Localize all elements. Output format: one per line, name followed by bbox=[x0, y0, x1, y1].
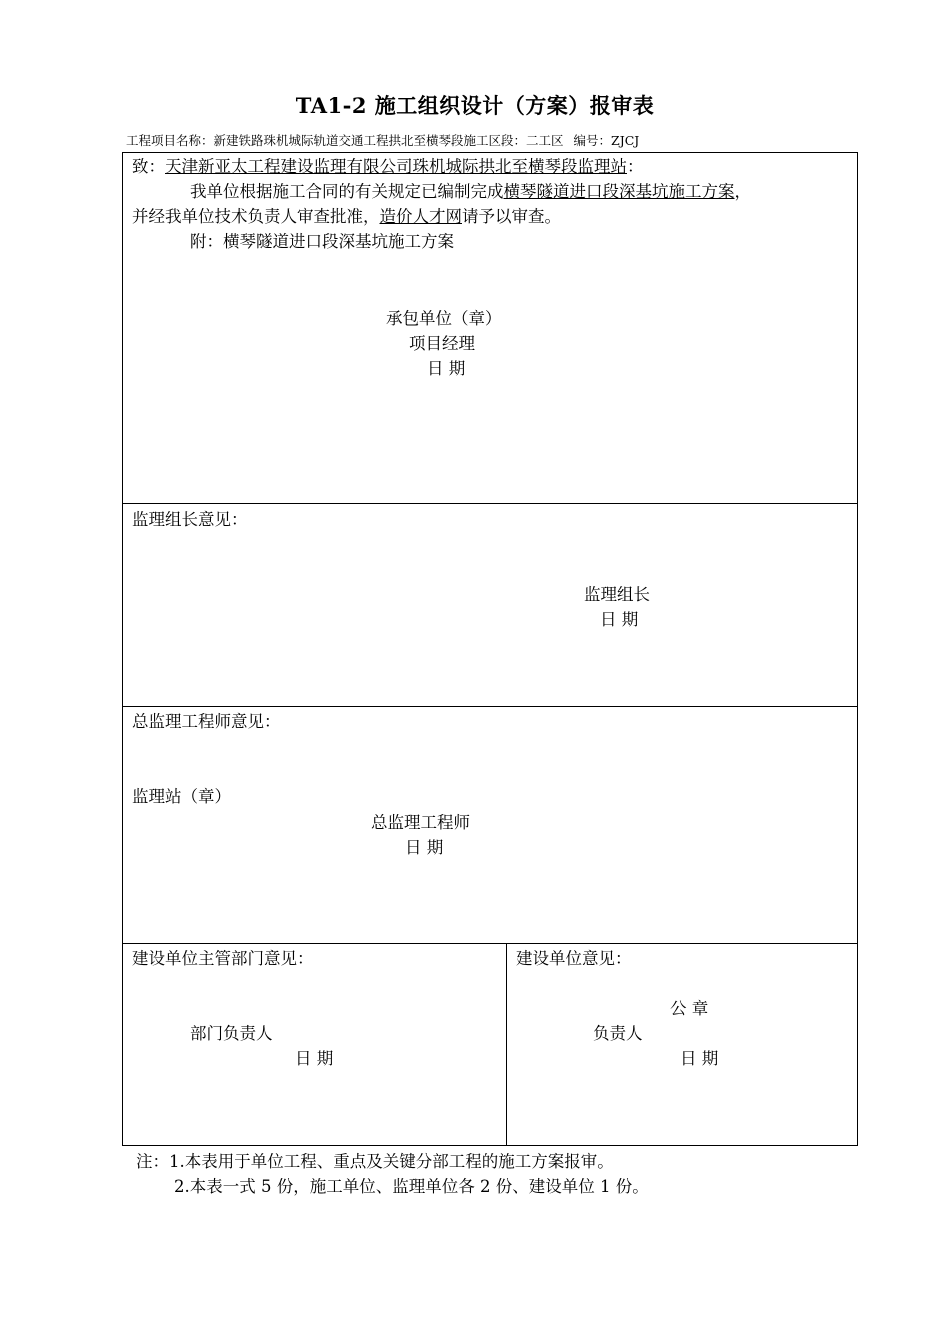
note-line-2: 2.本表一式 5 份，施工单位、监理单位各 2 份、建设单位 1 份。 bbox=[174, 1177, 649, 1196]
form-table bbox=[122, 152, 858, 1146]
column-divider bbox=[506, 943, 507, 1146]
project-label: 工程项目名称： bbox=[126, 133, 214, 148]
chief-engineer-label: 总监理工程师 bbox=[371, 813, 470, 832]
body-text: ， bbox=[734, 182, 751, 201]
body-text: 并经我单位技术负责人审查批准， bbox=[132, 207, 380, 226]
owner-department-opinion-heading: 建设单位主管部门意见： bbox=[132, 949, 314, 968]
row-divider bbox=[122, 943, 858, 944]
date-label: 日 期 bbox=[427, 359, 466, 378]
to-label: 致： bbox=[132, 157, 165, 176]
station-seal-label: 监理站（章） bbox=[132, 787, 231, 806]
body-line-2 bbox=[132, 207, 561, 227]
group-leader-label: 监理组长 bbox=[584, 585, 650, 604]
form-meta-line bbox=[126, 131, 645, 149]
date-label: 日 期 bbox=[600, 610, 639, 629]
row-divider bbox=[122, 503, 858, 504]
number-label: 编号： bbox=[573, 133, 612, 148]
responsible-person-label: 负责人 bbox=[593, 1024, 643, 1043]
site-link-text: 造价人才网 bbox=[379, 207, 462, 226]
supervision-unit: 天津新亚太工程建设监理有限公司珠机城际拱北至横琴段监理站 bbox=[165, 157, 627, 176]
body-text: 我单位根据施工合同的有关规定已编制完成 bbox=[190, 182, 504, 201]
body-line-1 bbox=[190, 182, 751, 202]
owner-opinion-heading: 建设单位意见： bbox=[516, 949, 632, 968]
department-head-label: 部门负责人 bbox=[190, 1024, 273, 1043]
plan-name: 横琴隧道进口段深基坑施工方案 bbox=[503, 182, 735, 201]
chief-engineer-opinion-heading: 总监理工程师意见： bbox=[132, 712, 281, 731]
addressee-line bbox=[132, 157, 644, 177]
to-end: ： bbox=[627, 157, 644, 176]
date-label: 日 期 bbox=[680, 1049, 719, 1068]
date-label: 日 期 bbox=[405, 838, 444, 857]
official-seal-label: 公 章 bbox=[670, 999, 709, 1018]
number-value: ZJCJ bbox=[611, 133, 640, 148]
row-divider bbox=[122, 706, 858, 707]
project-name: 新建铁路珠机城际轨道交通工程拱北至横琴段施工区段：二工区 bbox=[213, 133, 564, 148]
note-line-1: 注：1.本表用于单位工程、重点及关键分部工程的施工方案报审。 bbox=[136, 1152, 614, 1171]
form-title: TA1-2 施工组织设计（方案）报审表 bbox=[295, 93, 655, 118]
contractor-seal-label: 承包单位（章） bbox=[386, 309, 502, 328]
date-label: 日 期 bbox=[295, 1049, 334, 1068]
attachment-line: 附：横琴隧道进口段深基坑施工方案 bbox=[190, 232, 454, 251]
group-leader-opinion-heading: 监理组长意见： bbox=[132, 510, 248, 529]
project-manager-label: 项目经理 bbox=[409, 334, 475, 353]
body-text: 请予以审查。 bbox=[462, 207, 561, 226]
